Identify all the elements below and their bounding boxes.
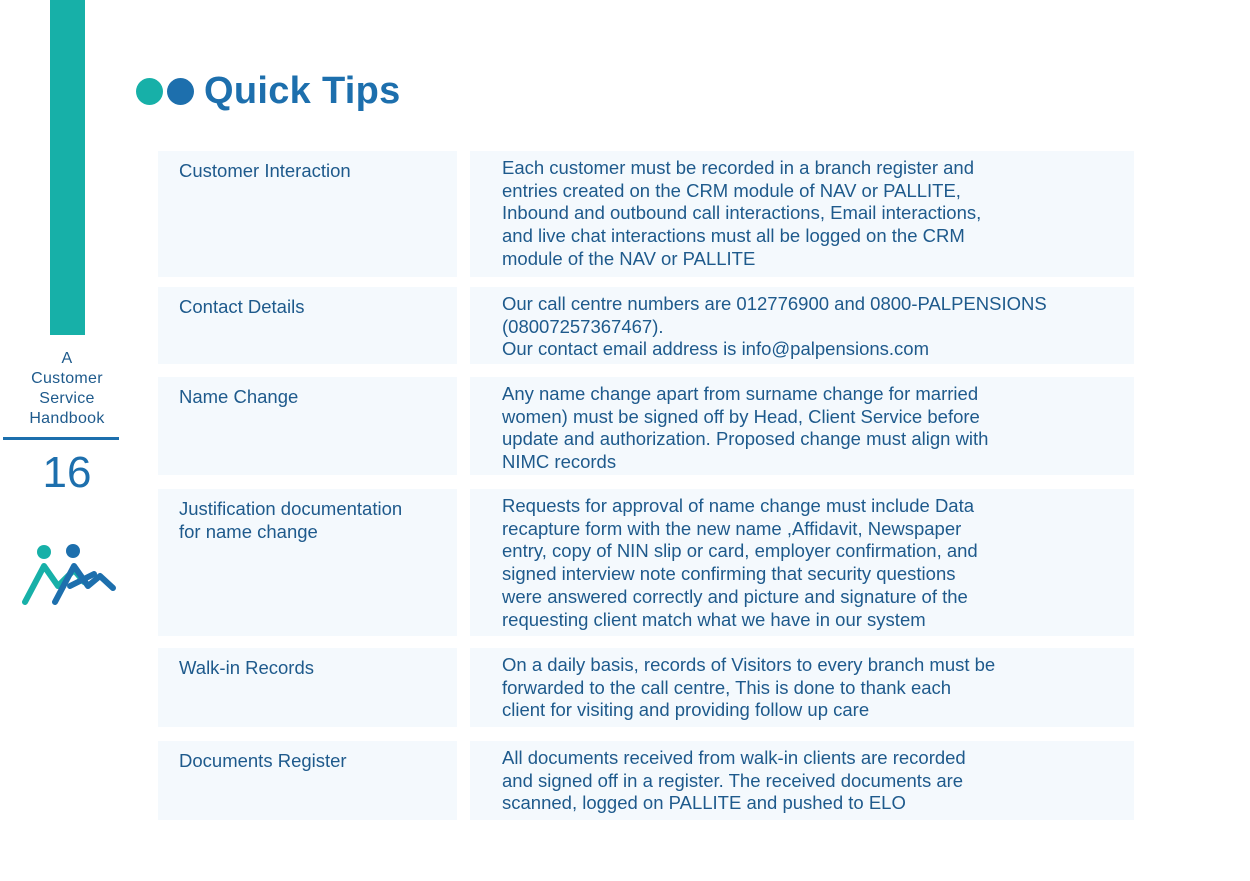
- tip-text-line: Inbound and outbound call interactions, Email interactions,: [502, 202, 982, 224]
- tip-row: [158, 377, 1134, 475]
- tip-text-cell: [470, 377, 1134, 475]
- tip-row: [158, 489, 1134, 636]
- tip-text-line: scanned, logged on PALLITE and pushed to ELO: [502, 792, 906, 814]
- tip-text-line: women) must be signed off by Head, Client Service before: [502, 405, 980, 427]
- tip-topic: Justification documentation: [179, 498, 403, 519]
- tip-row: [158, 648, 1134, 727]
- tip-text-line: were answered correctly and picture and signature of the: [502, 585, 968, 607]
- tip-text-line: NIMC records: [502, 451, 617, 473]
- tip-topic-cell: [158, 287, 457, 364]
- handbook-label-line: A: [61, 350, 73, 367]
- page-title: Quick Tips: [204, 69, 401, 112]
- handbook-label-line: Handbook: [29, 410, 105, 427]
- tip-text-line: and live chat interactions must all be logged on the CRM: [502, 225, 965, 247]
- tip-topic-cell: [158, 151, 457, 277]
- tip-text-line: entry, copy of NIN slip or card, employer confirmation, and: [502, 540, 978, 562]
- tip-text-cell: [470, 287, 1134, 364]
- tip-text-line: All documents received from walk-in clients are recorded: [502, 747, 966, 768]
- tip-topic: Customer Interaction: [179, 160, 351, 181]
- handbook-label: [0, 349, 134, 429]
- tip-text-line: recapture form with the new name ,Affidavit, Newspaper: [502, 517, 962, 539]
- tip-topic-cell: [158, 648, 457, 727]
- tip-text-line: client for visiting and providing follow up care: [502, 699, 870, 721]
- tip-text-line: and signed off in a register. The received documents are: [502, 769, 964, 791]
- tip-text-line: signed interview note confirming that security questions: [502, 563, 956, 585]
- tip-topic: for name change: [179, 521, 318, 542]
- teal-dot-icon: [136, 78, 163, 105]
- tip-text-line: entries created on the CRM module of NAV or PALLITE,: [502, 179, 961, 201]
- tip-text-line: Our contact email address is info@palpensions.com: [502, 338, 930, 360]
- tip-row: [158, 151, 1134, 277]
- handbook-label-line: Service: [39, 390, 95, 407]
- tip-topic-cell: [158, 489, 457, 636]
- tip-topic: Contact Details: [179, 296, 305, 317]
- tip-text-line: module of the NAV or PALLITE: [502, 247, 756, 269]
- tip-text-cell: [470, 151, 1134, 277]
- tip-text-line: forwarded to the call centre, This is done to thank each: [502, 676, 952, 698]
- tip-row: [158, 741, 1134, 820]
- tip-text-line: On a daily basis, records of Visitors to every branch must be: [502, 654, 996, 675]
- tip-text-line: Each customer must be recorded in a branch register and: [502, 157, 974, 178]
- tip-topic-cell: [158, 741, 457, 820]
- tip-row: [158, 287, 1134, 364]
- tip-text-line: Our call centre numbers are 012776900 and 0800-PALPENSIONS: [502, 293, 1047, 314]
- blue-dot-icon: [167, 78, 194, 105]
- tip-text-cell: [470, 489, 1134, 636]
- tip-text-cell: [470, 741, 1134, 820]
- pal-logo-icon: [22, 542, 117, 606]
- page-number: 16: [42, 448, 92, 497]
- tip-text-line: requesting client match what we have in our system: [502, 608, 926, 630]
- tip-text-line: Any name change apart from surname change for married: [502, 383, 979, 404]
- tip-text-line: update and authorization. Proposed change must align with: [502, 428, 989, 450]
- tip-text-line: Requests for approval of name change must include Data: [502, 495, 975, 516]
- tip-topic-cell: [158, 377, 457, 475]
- tip-topic: Name Change: [179, 386, 299, 407]
- handbook-label-line: Customer: [31, 370, 103, 387]
- page-header: [136, 68, 401, 114]
- tip-topic: Walk-in Records: [179, 657, 315, 678]
- sidebar-divider: [3, 437, 119, 440]
- tip-topic: Documents Register: [179, 750, 347, 771]
- tip-text-line: (08007257367467).: [502, 315, 664, 337]
- tip-text-cell: [470, 648, 1134, 727]
- decorative-sidebar-bar: [50, 0, 85, 335]
